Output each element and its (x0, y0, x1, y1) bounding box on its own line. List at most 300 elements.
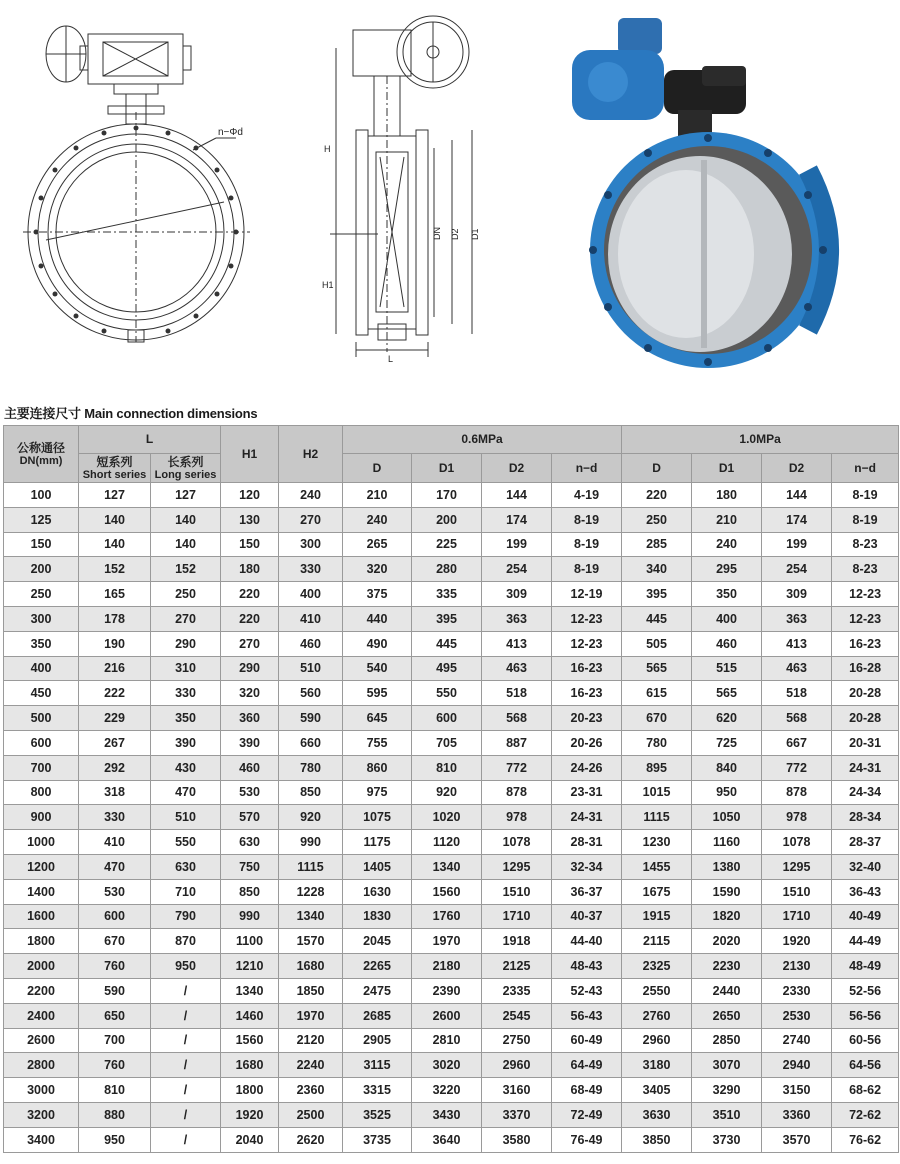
cell-d1-06: 3020 (412, 1053, 482, 1078)
cell-d1-10: 350 (692, 582, 762, 607)
cell-d1-06: 920 (412, 780, 482, 805)
table-row (4, 483, 899, 508)
cell-d-10: 2760 (622, 1003, 692, 1028)
cell-nd-10: 64-56 (832, 1053, 899, 1078)
table-row (4, 805, 899, 830)
cell-h2: 2500 (279, 1102, 343, 1127)
cell-l-short: 165 (79, 582, 151, 607)
cell-d1-06: 1760 (412, 904, 482, 929)
cell-h2: 2120 (279, 1028, 343, 1053)
cell-nd-10: 8-23 (832, 532, 899, 557)
cell-d2-10: 1510 (762, 879, 832, 904)
cell-d2-10: 1078 (762, 830, 832, 855)
cell-l-short: 760 (79, 1053, 151, 1078)
header-pressure-06: 0.6MPa (343, 426, 622, 454)
cell-nd-10: 8-19 (832, 483, 899, 508)
cell-d1-06: 225 (412, 532, 482, 557)
cell-nd-10: 16-28 (832, 656, 899, 681)
cell-d-06: 1830 (343, 904, 412, 929)
header-10-d2: D2 (762, 454, 832, 483)
cell-l-short: 140 (79, 507, 151, 532)
cell-d1-10: 295 (692, 557, 762, 582)
cell-h1: 530 (221, 780, 279, 805)
cell-h1: 1210 (221, 954, 279, 979)
cell-d2-06: 254 (482, 557, 552, 582)
cell-nd-06: 8-19 (552, 557, 622, 582)
cell-d-06: 3735 (343, 1127, 412, 1152)
cell-d2-06: 463 (482, 656, 552, 681)
cell-d-10: 3405 (622, 1078, 692, 1103)
cell-d2-10: 3150 (762, 1078, 832, 1103)
cell-h1: 1460 (221, 1003, 279, 1028)
table-row (4, 631, 899, 656)
cell-d2-10: 3360 (762, 1102, 832, 1127)
cell-h1: 1100 (221, 929, 279, 954)
cell-d1-06: 395 (412, 606, 482, 631)
cell-d1-10: 515 (692, 656, 762, 681)
cell-h2: 1115 (279, 854, 343, 879)
cell-d2-06: 1078 (482, 830, 552, 855)
cell-dn: 2800 (4, 1053, 79, 1078)
cell-d-06: 2265 (343, 954, 412, 979)
cell-nd-06: 72-49 (552, 1102, 622, 1127)
cell-d2-06: 413 (482, 631, 552, 656)
cell-dn: 500 (4, 706, 79, 731)
cell-h2: 300 (279, 532, 343, 557)
cell-nd-10: 20-28 (832, 706, 899, 731)
cell-dn: 400 (4, 656, 79, 681)
cell-d-06: 1405 (343, 854, 412, 879)
table-row (4, 755, 899, 780)
cell-h2: 400 (279, 582, 343, 607)
cell-d1-10: 2650 (692, 1003, 762, 1028)
cell-d2-06: 887 (482, 730, 552, 755)
cell-d-06: 210 (343, 483, 412, 508)
cell-h1: 120 (221, 483, 279, 508)
cell-d2-10: 174 (762, 507, 832, 532)
cell-nd-10: 20-31 (832, 730, 899, 755)
cell-d1-06: 550 (412, 681, 482, 706)
cell-d1-10: 565 (692, 681, 762, 706)
cell-dn: 3200 (4, 1102, 79, 1127)
cell-l-long: 270 (151, 606, 221, 631)
table-row (4, 1127, 899, 1152)
cell-d2-10: 1295 (762, 854, 832, 879)
header-10-d1: D1 (692, 454, 762, 483)
cell-d-06: 645 (343, 706, 412, 731)
cell-l-short: 810 (79, 1078, 151, 1103)
cell-d2-06: 518 (482, 681, 552, 706)
table-row (4, 606, 899, 631)
cell-nd-06: 8-19 (552, 532, 622, 557)
cell-dn: 350 (4, 631, 79, 656)
cell-nd-06: 16-23 (552, 681, 622, 706)
cell-nd-10: 56-56 (832, 1003, 899, 1028)
table-row (4, 1003, 899, 1028)
cell-h1: 850 (221, 879, 279, 904)
cell-h1: 180 (221, 557, 279, 582)
front-view-label: n−Φd (218, 127, 243, 138)
table-row (4, 879, 899, 904)
cell-d-06: 1075 (343, 805, 412, 830)
table-row (4, 929, 899, 954)
table-row (4, 1102, 899, 1127)
cell-d-06: 755 (343, 730, 412, 755)
cell-dn: 200 (4, 557, 79, 582)
cell-d1-10: 3070 (692, 1053, 762, 1078)
cell-d2-10: 2330 (762, 978, 832, 1003)
header-dn: 公称通径 DN(mm) (4, 426, 79, 483)
table-row (4, 532, 899, 557)
cell-nd-06: 76-49 (552, 1127, 622, 1152)
cell-d-10: 505 (622, 631, 692, 656)
cell-d-06: 440 (343, 606, 412, 631)
cell-h1: 990 (221, 904, 279, 929)
cell-nd-10: 40-49 (832, 904, 899, 929)
cell-dn: 2400 (4, 1003, 79, 1028)
side-label-d1: D1 (470, 228, 480, 240)
cell-d1-06: 600 (412, 706, 482, 731)
cell-d-06: 595 (343, 681, 412, 706)
cell-l-long: 152 (151, 557, 221, 582)
cell-d2-06: 1510 (482, 879, 552, 904)
cell-d1-10: 840 (692, 755, 762, 780)
cell-d2-06: 363 (482, 606, 552, 631)
cell-h2: 270 (279, 507, 343, 532)
cell-dn: 3400 (4, 1127, 79, 1152)
cell-l-short: 127 (79, 483, 151, 508)
table-row (4, 978, 899, 1003)
cell-h1: 1680 (221, 1053, 279, 1078)
cell-d1-06: 445 (412, 631, 482, 656)
cell-h2: 1570 (279, 929, 343, 954)
valve-product-photo (568, 10, 858, 375)
cell-h2: 590 (279, 706, 343, 731)
cell-d2-10: 667 (762, 730, 832, 755)
cell-l-long: 510 (151, 805, 221, 830)
cell-h1: 630 (221, 830, 279, 855)
cell-d1-06: 1340 (412, 854, 482, 879)
cell-dn: 800 (4, 780, 79, 805)
side-label-dn: DN (432, 227, 442, 240)
cell-d-10: 2325 (622, 954, 692, 979)
header-h2: H2 (279, 426, 343, 483)
cell-d-06: 265 (343, 532, 412, 557)
cell-dn: 1600 (4, 904, 79, 929)
cell-nd-06: 24-31 (552, 805, 622, 830)
cell-l-short: 760 (79, 954, 151, 979)
cell-l-short: 700 (79, 1028, 151, 1053)
cell-dn: 3000 (4, 1078, 79, 1103)
table-row (4, 854, 899, 879)
front-view-drawing (18, 12, 258, 347)
cell-l-long: 430 (151, 755, 221, 780)
cell-d-10: 670 (622, 706, 692, 731)
header-h1: H1 (221, 426, 279, 483)
cell-l-long: 330 (151, 681, 221, 706)
cell-d-06: 2045 (343, 929, 412, 954)
cell-nd-06: 12-23 (552, 631, 622, 656)
cell-nd-06: 4-19 (552, 483, 622, 508)
cell-nd-10: 8-19 (832, 507, 899, 532)
cell-l-long: / (151, 978, 221, 1003)
cell-h2: 510 (279, 656, 343, 681)
cell-d1-06: 2600 (412, 1003, 482, 1028)
side-label-h: H (324, 144, 331, 154)
cell-d2-06: 2545 (482, 1003, 552, 1028)
cell-d-06: 3315 (343, 1078, 412, 1103)
cell-d-06: 540 (343, 656, 412, 681)
cell-d1-06: 1970 (412, 929, 482, 954)
cell-d2-06: 3160 (482, 1078, 552, 1103)
cell-l-short: 410 (79, 830, 151, 855)
cell-nd-10: 24-34 (832, 780, 899, 805)
table-row (4, 1078, 899, 1103)
cell-l-short: 229 (79, 706, 151, 731)
cell-h2: 920 (279, 805, 343, 830)
cell-dn: 1200 (4, 854, 79, 879)
cell-l-short: 140 (79, 532, 151, 557)
cell-h2: 1680 (279, 954, 343, 979)
cell-d1-06: 280 (412, 557, 482, 582)
cell-d-10: 2115 (622, 929, 692, 954)
side-label-l: L (388, 354, 394, 364)
cell-nd-06: 24-26 (552, 755, 622, 780)
cell-dn: 1400 (4, 879, 79, 904)
cell-nd-06: 23-31 (552, 780, 622, 805)
cell-d1-06: 3430 (412, 1102, 482, 1127)
cell-l-long: 140 (151, 532, 221, 557)
cell-l-long: 290 (151, 631, 221, 656)
cell-h1: 1800 (221, 1078, 279, 1103)
cell-d2-06: 2335 (482, 978, 552, 1003)
cell-d2-06: 174 (482, 507, 552, 532)
cell-l-short: 178 (79, 606, 151, 631)
cell-d1-10: 400 (692, 606, 762, 631)
cell-d-06: 240 (343, 507, 412, 532)
cell-h1: 390 (221, 730, 279, 755)
cell-d-06: 320 (343, 557, 412, 582)
cell-dn: 900 (4, 805, 79, 830)
cell-d-10: 3180 (622, 1053, 692, 1078)
cell-l-long: 127 (151, 483, 221, 508)
cell-dn: 2600 (4, 1028, 79, 1053)
cell-nd-06: 32-34 (552, 854, 622, 879)
cell-d2-06: 144 (482, 483, 552, 508)
table-row (4, 904, 899, 929)
cell-d1-10: 620 (692, 706, 762, 731)
table-row (4, 954, 899, 979)
cell-d2-10: 2740 (762, 1028, 832, 1053)
cell-d2-10: 2940 (762, 1053, 832, 1078)
cell-h2: 1228 (279, 879, 343, 904)
cell-l-short: 267 (79, 730, 151, 755)
cell-d1-10: 3510 (692, 1102, 762, 1127)
cell-nd-10: 16-23 (832, 631, 899, 656)
cell-d2-10: 2530 (762, 1003, 832, 1028)
cell-nd-06: 20-23 (552, 706, 622, 731)
cell-l-long: 350 (151, 706, 221, 731)
cell-d-10: 1115 (622, 805, 692, 830)
cell-nd-10: 12-23 (832, 582, 899, 607)
cell-nd-06: 48-43 (552, 954, 622, 979)
cell-d1-06: 2390 (412, 978, 482, 1003)
cell-l-short: 152 (79, 557, 151, 582)
cell-h1: 1340 (221, 978, 279, 1003)
cell-d2-06: 3580 (482, 1127, 552, 1152)
cell-l-short: 590 (79, 978, 151, 1003)
table-row (4, 830, 899, 855)
cell-d2-10: 2130 (762, 954, 832, 979)
cell-h2: 2620 (279, 1127, 343, 1152)
cell-d-10: 615 (622, 681, 692, 706)
cell-d1-10: 1820 (692, 904, 762, 929)
cell-d-10: 3850 (622, 1127, 692, 1152)
connection-dimensions-table (3, 425, 899, 1153)
cell-d2-10: 309 (762, 582, 832, 607)
cell-dn: 250 (4, 582, 79, 607)
cell-d1-10: 2440 (692, 978, 762, 1003)
cell-d2-10: 518 (762, 681, 832, 706)
cell-d1-06: 1120 (412, 830, 482, 855)
table-row (4, 730, 899, 755)
table-row (4, 557, 899, 582)
cell-d-10: 895 (622, 755, 692, 780)
cell-dn: 125 (4, 507, 79, 532)
cell-nd-10: 52-56 (832, 978, 899, 1003)
cell-d-10: 2550 (622, 978, 692, 1003)
cell-nd-06: 12-23 (552, 606, 622, 631)
cell-l-long: / (151, 1102, 221, 1127)
cell-d2-06: 772 (482, 755, 552, 780)
cell-d2-10: 772 (762, 755, 832, 780)
cell-l-long: 630 (151, 854, 221, 879)
cell-dn: 300 (4, 606, 79, 631)
cell-l-short: 880 (79, 1102, 151, 1127)
cell-d1-06: 810 (412, 755, 482, 780)
table-row (4, 582, 899, 607)
cell-nd-06: 40-37 (552, 904, 622, 929)
cell-nd-10: 44-49 (832, 929, 899, 954)
cell-d-10: 1230 (622, 830, 692, 855)
header-long-series: 长系列 Long series (151, 454, 221, 483)
cell-d-10: 1455 (622, 854, 692, 879)
cell-l-long: 950 (151, 954, 221, 979)
cell-l-long: 140 (151, 507, 221, 532)
cell-d-06: 2475 (343, 978, 412, 1003)
cell-d2-10: 413 (762, 631, 832, 656)
cell-l-long: 310 (151, 656, 221, 681)
cell-d-10: 285 (622, 532, 692, 557)
cell-l-long: / (151, 1078, 221, 1103)
cell-d-06: 860 (343, 755, 412, 780)
cell-dn: 1800 (4, 929, 79, 954)
header-l: L (79, 426, 221, 454)
cell-l-long: 870 (151, 929, 221, 954)
cell-dn: 1000 (4, 830, 79, 855)
cell-l-long: / (151, 1003, 221, 1028)
cell-d1-10: 2230 (692, 954, 762, 979)
cell-d1-10: 460 (692, 631, 762, 656)
cell-h1: 1920 (221, 1102, 279, 1127)
cell-d-10: 395 (622, 582, 692, 607)
cell-dn: 700 (4, 755, 79, 780)
cell-d2-10: 144 (762, 483, 832, 508)
cell-d2-10: 978 (762, 805, 832, 830)
cell-d2-06: 878 (482, 780, 552, 805)
table-body (4, 483, 899, 1153)
cell-d2-06: 1710 (482, 904, 552, 929)
cell-d-10: 2960 (622, 1028, 692, 1053)
cell-d1-10: 1380 (692, 854, 762, 879)
cell-d1-06: 3220 (412, 1078, 482, 1103)
cell-d1-06: 170 (412, 483, 482, 508)
figure-area (0, 0, 900, 395)
cell-d2-06: 3370 (482, 1102, 552, 1127)
cell-d1-10: 1160 (692, 830, 762, 855)
cell-dn: 450 (4, 681, 79, 706)
cell-h2: 850 (279, 780, 343, 805)
cell-d2-06: 2750 (482, 1028, 552, 1053)
header-06-d2: D2 (482, 454, 552, 483)
header-06-nd: n−d (552, 454, 622, 483)
cell-nd-10: 28-34 (832, 805, 899, 830)
cell-d2-10: 1920 (762, 929, 832, 954)
cell-d-10: 1915 (622, 904, 692, 929)
cell-nd-10: 60-56 (832, 1028, 899, 1053)
cell-dn: 600 (4, 730, 79, 755)
cell-l-long: 710 (151, 879, 221, 904)
cell-d-06: 2685 (343, 1003, 412, 1028)
cell-nd-06: 60-49 (552, 1028, 622, 1053)
cell-d1-06: 3640 (412, 1127, 482, 1152)
cell-d-10: 3630 (622, 1102, 692, 1127)
cell-d1-10: 210 (692, 507, 762, 532)
side-label-d2: D2 (450, 228, 460, 240)
cell-d1-06: 200 (412, 507, 482, 532)
cell-nd-06: 68-49 (552, 1078, 622, 1103)
cell-l-short: 950 (79, 1127, 151, 1152)
cell-d1-10: 725 (692, 730, 762, 755)
cell-h1: 220 (221, 582, 279, 607)
cell-l-short: 530 (79, 879, 151, 904)
cell-l-long: 250 (151, 582, 221, 607)
cell-nd-06: 28-31 (552, 830, 622, 855)
cell-d-06: 975 (343, 780, 412, 805)
cell-h2: 780 (279, 755, 343, 780)
cell-nd-10: 32-40 (832, 854, 899, 879)
cell-l-short: 330 (79, 805, 151, 830)
cell-d2-10: 3570 (762, 1127, 832, 1152)
cell-h1: 750 (221, 854, 279, 879)
cell-dn: 150 (4, 532, 79, 557)
cell-l-long: 470 (151, 780, 221, 805)
cell-h1: 2040 (221, 1127, 279, 1152)
table-row (4, 706, 899, 731)
cell-nd-06: 8-19 (552, 507, 622, 532)
cell-d-10: 565 (622, 656, 692, 681)
cell-h1: 130 (221, 507, 279, 532)
cell-nd-10: 28-37 (832, 830, 899, 855)
cell-l-short: 650 (79, 1003, 151, 1028)
cell-d1-10: 1590 (692, 879, 762, 904)
cell-d1-06: 335 (412, 582, 482, 607)
table-header (4, 426, 899, 483)
cell-l-short: 190 (79, 631, 151, 656)
cell-dn: 2200 (4, 978, 79, 1003)
cell-d-06: 3525 (343, 1102, 412, 1127)
cell-d-10: 1675 (622, 879, 692, 904)
